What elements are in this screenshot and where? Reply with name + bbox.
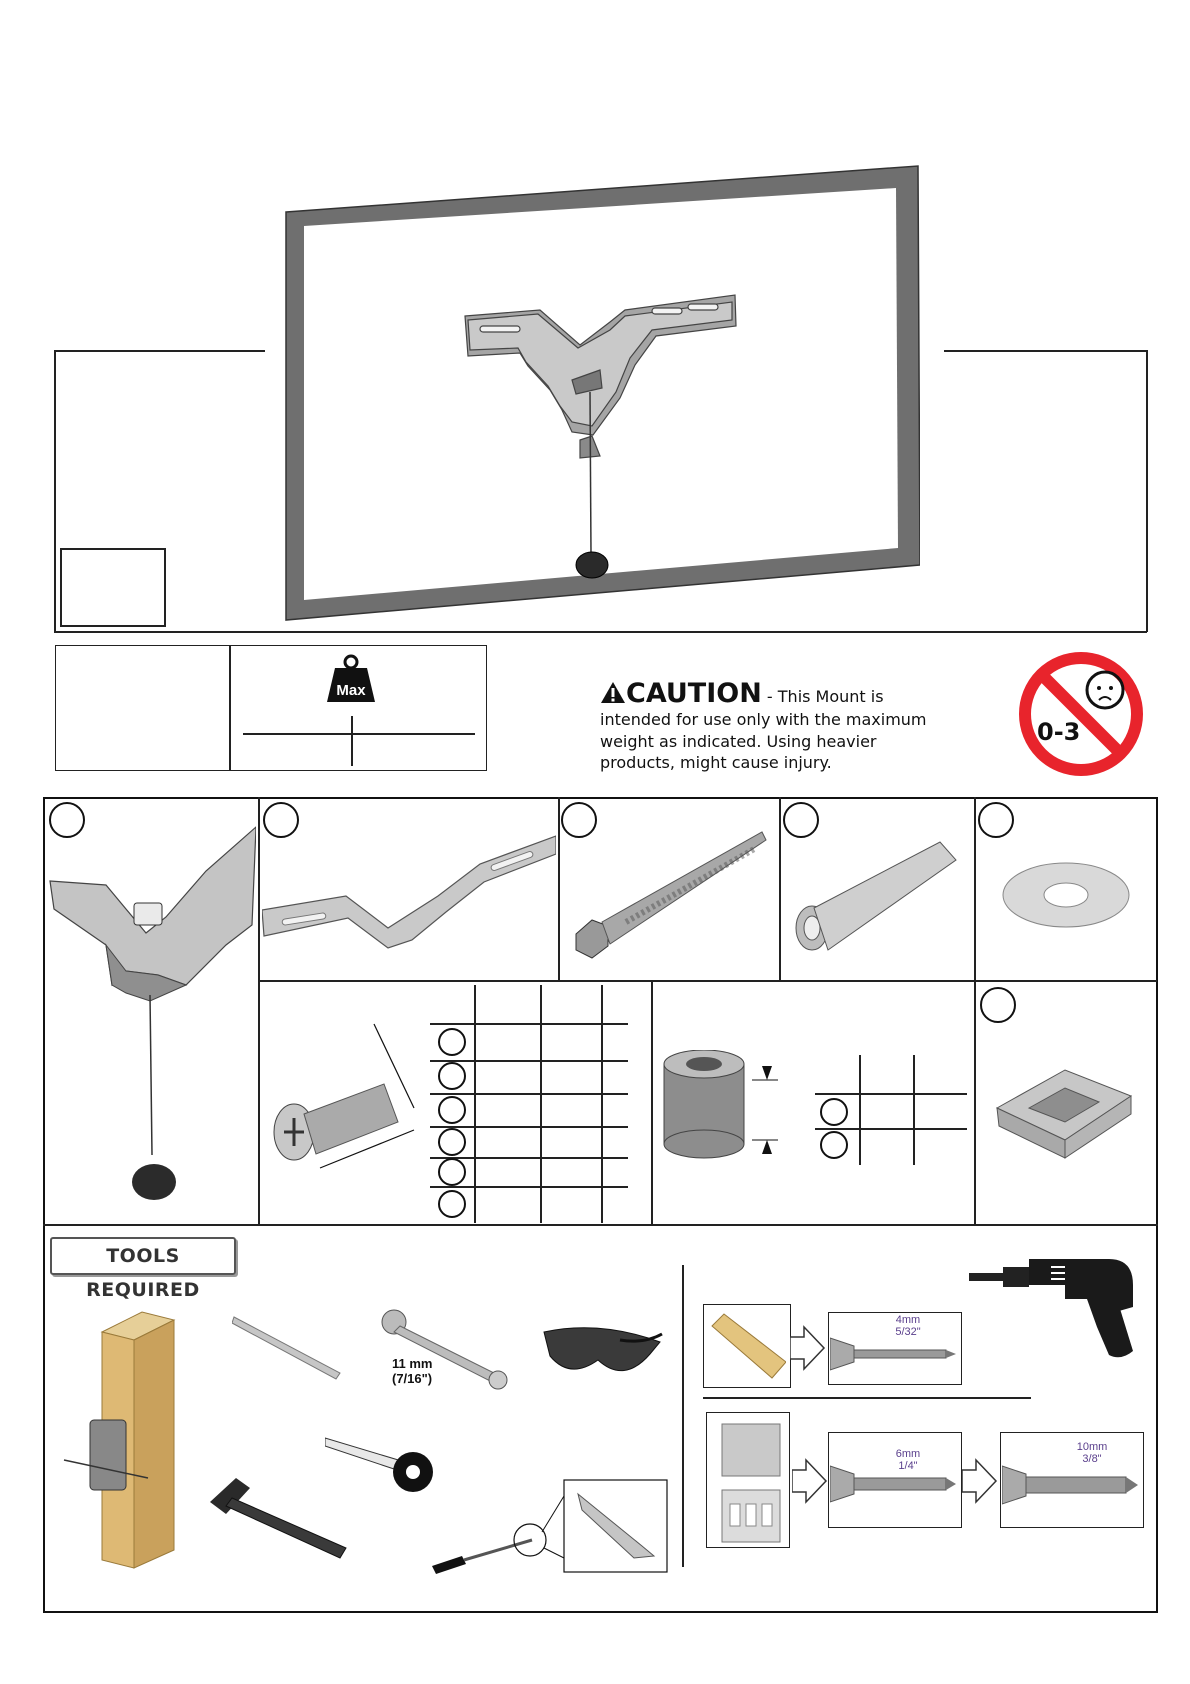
screw-size-circle-2 bbox=[438, 1062, 466, 1090]
wrench-size-metric: 11 mm bbox=[392, 1356, 433, 1371]
part-h-circle bbox=[980, 987, 1016, 1023]
screw-table-hline-0 bbox=[430, 1023, 628, 1025]
safety-goggles-icon bbox=[540, 1318, 664, 1386]
screw-size-circle-5 bbox=[438, 1158, 466, 1186]
power-drill-icon bbox=[969, 1255, 1141, 1363]
part-bracket-illustration bbox=[46, 825, 256, 1205]
spacer-table-vline-2 bbox=[913, 1055, 915, 1165]
part-washer-illustration bbox=[1000, 855, 1132, 935]
left-callout-line-top bbox=[55, 350, 265, 352]
spacer-table-hline-2 bbox=[815, 1128, 967, 1130]
caution-block bbox=[600, 678, 960, 774]
parts-col-divider-5 bbox=[651, 980, 653, 1224]
concrete-block-icon bbox=[718, 1420, 784, 1546]
screw-size-circle-1 bbox=[438, 1028, 466, 1056]
arrow-icon-masonry-2 bbox=[962, 1458, 998, 1504]
screw-size-circle-6 bbox=[438, 1190, 466, 1218]
right-callout-line-top bbox=[944, 350, 1148, 352]
screw-table-hline-2 bbox=[430, 1093, 628, 1095]
age-warning-label: 0-3 bbox=[1037, 718, 1081, 746]
weight-icon bbox=[325, 654, 377, 704]
caution-line-1: - This Mount is bbox=[761, 687, 884, 706]
cord-weight-disc bbox=[576, 552, 608, 578]
weight-table-divider bbox=[229, 645, 231, 771]
part-e-circle bbox=[978, 802, 1014, 838]
wrench-size-imperial: (7/16") bbox=[392, 1371, 433, 1386]
stud-finder-icon bbox=[62, 1310, 182, 1570]
wood-plank-icon bbox=[710, 1312, 786, 1382]
left-callout-line-vert bbox=[54, 350, 56, 632]
part-wall-anchor-illustration bbox=[790, 828, 970, 958]
right-callout-line-vert bbox=[1146, 350, 1148, 632]
wood-bit-in: 5/32" bbox=[895, 1326, 921, 1338]
caution-line-2: intended for use only with the maximum bbox=[600, 710, 927, 729]
pencil-icon bbox=[232, 1315, 344, 1381]
caution-line-3: weight as indicated. Using heavier bbox=[600, 731, 877, 751]
drill-bit-icon-masonry-final bbox=[1002, 1460, 1142, 1510]
masonry-pilot-bit-mm: 6mm bbox=[895, 1448, 921, 1460]
screw-size-circle-4 bbox=[438, 1128, 466, 1156]
weight-spec-table bbox=[55, 645, 487, 771]
parts-row-divider-1 bbox=[258, 980, 1157, 982]
bottom-callout-line bbox=[54, 631, 1147, 633]
masonry-final-bit-size-label bbox=[1060, 1441, 1124, 1465]
part-wall-plate-illustration bbox=[262, 832, 556, 952]
model-label-box bbox=[60, 548, 166, 627]
weight-icon-label: Max bbox=[336, 682, 366, 699]
tools-section-divider bbox=[682, 1265, 684, 1567]
screw-table-hline-1 bbox=[430, 1060, 628, 1062]
screw-table-hline-4 bbox=[430, 1157, 628, 1159]
weight-table-vline bbox=[351, 716, 353, 766]
spacer-table-vline-1 bbox=[859, 1055, 861, 1165]
wrench-size-label bbox=[392, 1356, 432, 1386]
drill-section-divider bbox=[703, 1397, 1031, 1399]
part-cup-illustration bbox=[995, 1060, 1135, 1160]
wood-bit-size-label bbox=[876, 1314, 940, 1338]
screw-table-hline-3 bbox=[430, 1126, 628, 1128]
masonry-pilot-bit-size-label bbox=[878, 1448, 938, 1472]
drill-bit-icon-wood bbox=[830, 1332, 960, 1376]
part-lag-screw-illustration bbox=[566, 822, 776, 972]
hammer-icon bbox=[208, 1476, 350, 1560]
parts-col-divider-4 bbox=[974, 797, 976, 1224]
screw-size-circle-3 bbox=[438, 1096, 466, 1124]
screw-table-vline-2 bbox=[540, 985, 542, 1223]
screw-table-vline-1 bbox=[474, 985, 476, 1223]
spacer-table-hline-1 bbox=[815, 1093, 967, 1095]
warning-triangle-icon bbox=[600, 681, 626, 704]
masonry-final-bit-in: 3/8" bbox=[1082, 1453, 1102, 1465]
arrow-icon-masonry-1 bbox=[792, 1458, 828, 1504]
arrow-icon-wood bbox=[790, 1325, 826, 1371]
age-warning-icon bbox=[1017, 650, 1145, 778]
masonry-final-bit-mm: 10mm bbox=[1076, 1441, 1108, 1453]
part-machine-screw-illustration bbox=[264, 1022, 434, 1172]
parts-col-divider-3 bbox=[779, 797, 781, 980]
tools-required-label: TOOLS REQUIRED bbox=[50, 1237, 236, 1275]
spacer-size-circle-2 bbox=[820, 1131, 848, 1159]
part-spacer-illustration bbox=[660, 1050, 790, 1160]
parts-row-divider-2 bbox=[43, 1224, 1158, 1226]
screw-table-vline-3 bbox=[601, 985, 603, 1223]
spacer-size-circle-1 bbox=[820, 1098, 848, 1126]
wood-bit-mm: 4mm bbox=[895, 1314, 921, 1326]
safety-cord bbox=[590, 392, 591, 555]
weight-table-hline bbox=[243, 733, 475, 735]
parts-col-divider-2 bbox=[558, 797, 560, 980]
screwdriver-icon bbox=[432, 1476, 672, 1578]
caution-line-4: products, might cause injury. bbox=[600, 753, 832, 772]
masonry-pilot-bit-in: 1/4" bbox=[898, 1460, 918, 1472]
tv-mount-illustration bbox=[280, 160, 920, 630]
parts-col-divider-1 bbox=[258, 797, 260, 1224]
screw-table-hline-5 bbox=[430, 1186, 628, 1188]
caution-title: CAUTION bbox=[626, 678, 762, 709]
